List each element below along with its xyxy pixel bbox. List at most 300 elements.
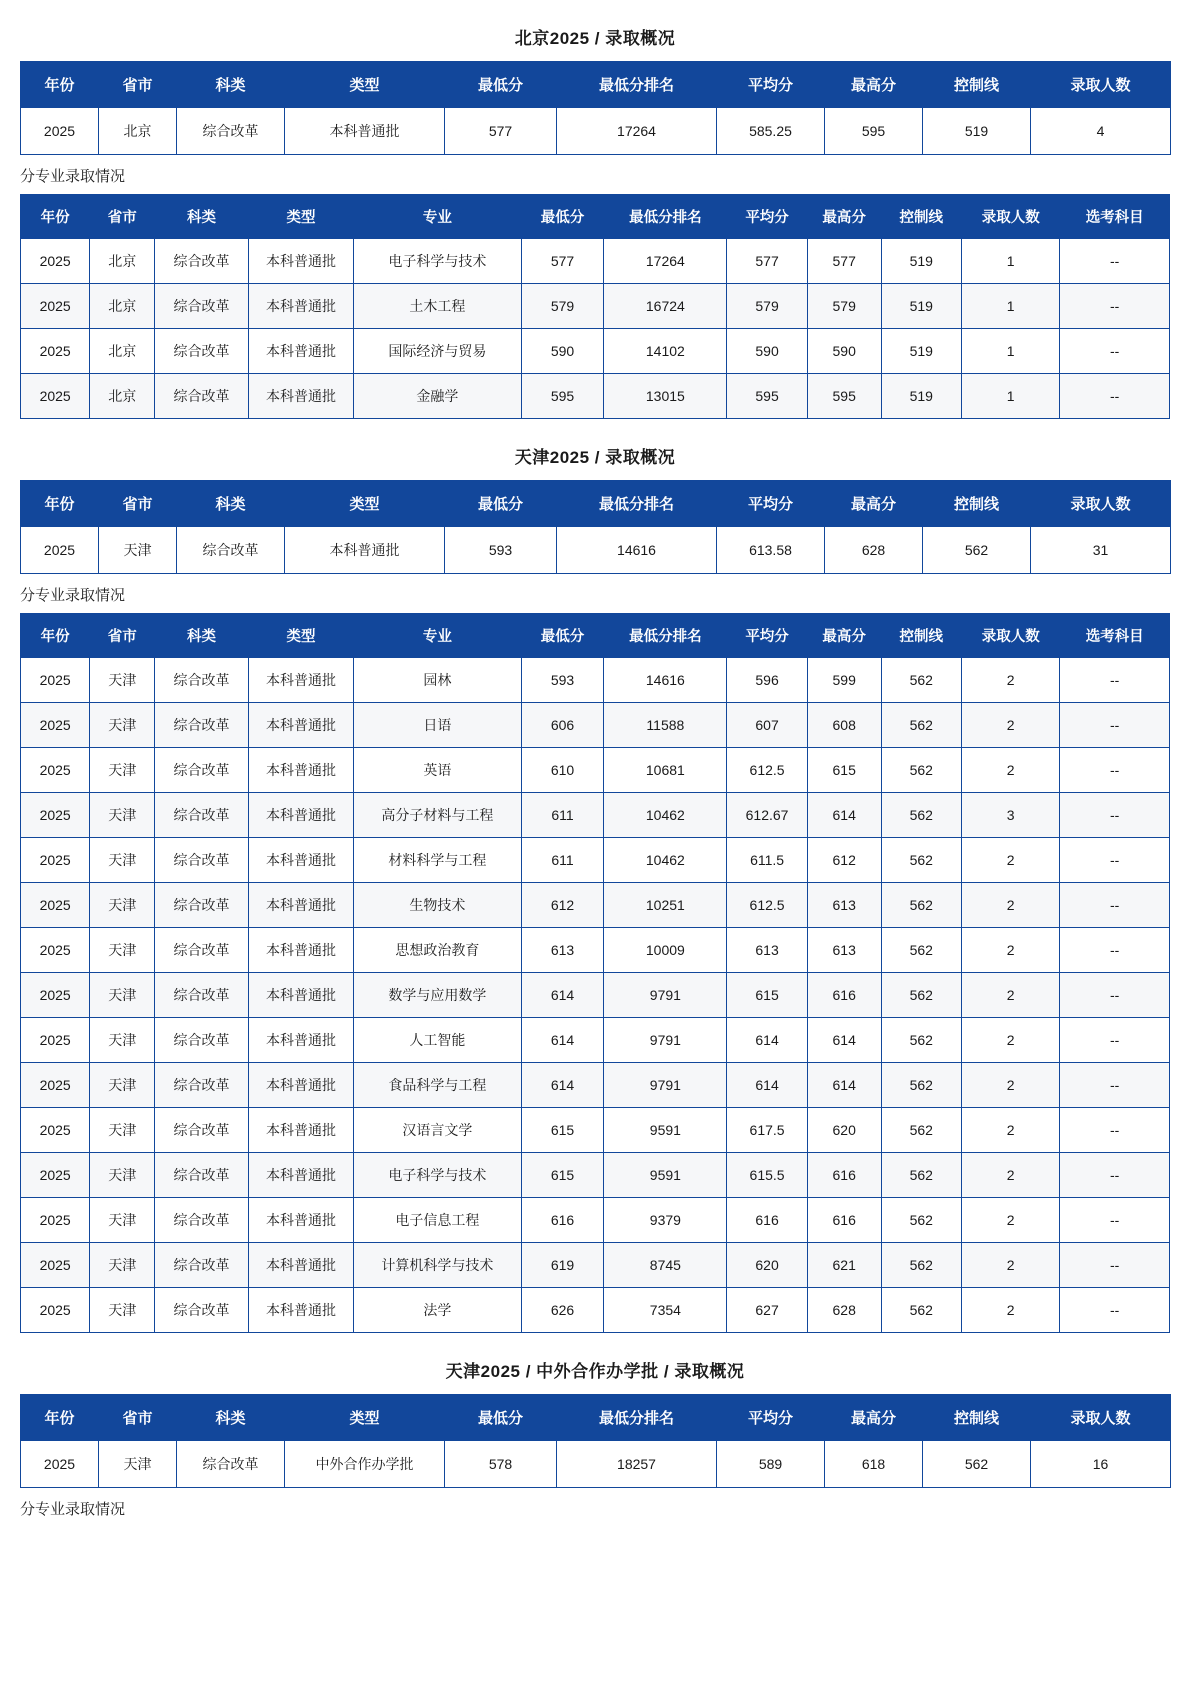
table-cell: 595 xyxy=(807,374,881,419)
table-row xyxy=(21,1441,1171,1488)
table-cell: 10462 xyxy=(604,793,727,838)
table-cell: 14616 xyxy=(604,658,727,703)
overview-table xyxy=(20,1394,1171,1488)
table-cell: 2025 xyxy=(21,1243,90,1288)
column-header: 最低分排名 xyxy=(557,481,717,527)
table-header-row xyxy=(21,1395,1171,1441)
table-cell: 628 xyxy=(807,1288,881,1333)
column-header: 平均分 xyxy=(717,1395,825,1441)
table-cell: -- xyxy=(1060,1243,1170,1288)
table-row xyxy=(21,239,1170,284)
table-cell: 电子科学与技术 xyxy=(354,239,522,284)
table-row xyxy=(21,374,1170,419)
table-cell: 519 xyxy=(881,329,961,374)
table-cell: 本科普通批 xyxy=(285,527,445,574)
table-cell: 595 xyxy=(825,108,923,155)
column-header: 控制线 xyxy=(923,62,1031,108)
table-cell: 9791 xyxy=(604,1018,727,1063)
table-cell: 材料科学与工程 xyxy=(354,838,522,883)
table-cell: 本科普通批 xyxy=(248,284,353,329)
table-cell: 园林 xyxy=(354,658,522,703)
table-cell: 天津 xyxy=(90,883,155,928)
column-header: 平均分 xyxy=(727,614,807,658)
table-cell: 高分子材料与工程 xyxy=(354,793,522,838)
table-cell: 611.5 xyxy=(727,838,807,883)
column-header: 科类 xyxy=(177,1395,285,1441)
report-section xyxy=(0,0,1190,419)
table-cell: -- xyxy=(1060,928,1170,973)
table-row xyxy=(21,1153,1170,1198)
table-row xyxy=(21,1288,1170,1333)
table-row xyxy=(21,329,1170,374)
table-cell: 562 xyxy=(881,1108,961,1153)
table-cell: -- xyxy=(1060,374,1170,419)
column-header: 录取人数 xyxy=(962,614,1060,658)
table-cell: 519 xyxy=(881,374,961,419)
table-cell: 17264 xyxy=(557,108,717,155)
table-cell: 562 xyxy=(881,1063,961,1108)
column-header: 最低分排名 xyxy=(604,614,727,658)
table-cell: 天津 xyxy=(90,928,155,973)
table-header-row xyxy=(21,481,1171,527)
column-header: 省市 xyxy=(90,614,155,658)
table-row xyxy=(21,1243,1170,1288)
table-cell: 本科普通批 xyxy=(248,1108,353,1153)
table-cell: 562 xyxy=(881,1153,961,1198)
table-cell: 9591 xyxy=(604,1108,727,1153)
table-cell: 607 xyxy=(727,703,807,748)
table-cell: -- xyxy=(1060,973,1170,1018)
table-cell: 本科普通批 xyxy=(248,703,353,748)
table-cell: 614 xyxy=(727,1063,807,1108)
table-cell: 日语 xyxy=(354,703,522,748)
table-cell: 北京 xyxy=(90,329,155,374)
table-cell: -- xyxy=(1060,883,1170,928)
table-cell: 614 xyxy=(807,1018,881,1063)
table-cell: 627 xyxy=(727,1288,807,1333)
report-section xyxy=(0,1333,1190,1527)
table-row xyxy=(21,658,1170,703)
table-cell: 585.25 xyxy=(717,108,825,155)
column-header: 录取人数 xyxy=(962,195,1060,239)
column-header: 录取人数 xyxy=(1031,1395,1171,1441)
table-cell: 611 xyxy=(521,838,604,883)
table-cell: 593 xyxy=(445,527,557,574)
table-cell: 606 xyxy=(521,703,604,748)
table-cell: 615 xyxy=(727,973,807,1018)
table-cell: 616 xyxy=(727,1198,807,1243)
table-cell: 617.5 xyxy=(727,1108,807,1153)
table-cell: 综合改革 xyxy=(155,1108,249,1153)
column-header: 年份 xyxy=(21,481,99,527)
table-cell: 562 xyxy=(881,658,961,703)
table-cell: 1 xyxy=(962,374,1060,419)
table-cell: 2025 xyxy=(21,1288,90,1333)
table-cell: -- xyxy=(1060,838,1170,883)
table-cell: 2025 xyxy=(21,838,90,883)
table-row xyxy=(21,108,1171,155)
column-header: 最高分 xyxy=(825,62,923,108)
table-cell: -- xyxy=(1060,703,1170,748)
table-cell: 2 xyxy=(962,703,1060,748)
table-cell: 562 xyxy=(881,883,961,928)
table-cell: 612 xyxy=(521,883,604,928)
table-cell: -- xyxy=(1060,1288,1170,1333)
table-cell: 578 xyxy=(445,1441,557,1488)
table-cell: 16 xyxy=(1031,1441,1171,1488)
table-cell: 615 xyxy=(521,1108,604,1153)
column-header: 控制线 xyxy=(881,614,961,658)
table-cell: 本科普通批 xyxy=(248,1243,353,1288)
table-cell: 综合改革 xyxy=(155,793,249,838)
table-cell: -- xyxy=(1060,1153,1170,1198)
column-header: 年份 xyxy=(21,62,99,108)
table-cell: 天津 xyxy=(90,703,155,748)
table-cell: 14102 xyxy=(604,329,727,374)
table-cell: 综合改革 xyxy=(155,1288,249,1333)
table-cell: 2025 xyxy=(21,108,99,155)
table-row xyxy=(21,1018,1170,1063)
column-header: 科类 xyxy=(177,62,285,108)
table-cell: 620 xyxy=(807,1108,881,1153)
table-row xyxy=(21,1063,1170,1108)
column-header: 最高分 xyxy=(807,195,881,239)
table-cell: 本科普通批 xyxy=(248,883,353,928)
table-cell: 汉语言文学 xyxy=(354,1108,522,1153)
table-cell: 2 xyxy=(962,1108,1060,1153)
table-cell: 北京 xyxy=(90,374,155,419)
table-cell: 本科普通批 xyxy=(248,329,353,374)
table-cell: 9379 xyxy=(604,1198,727,1243)
table-cell: 本科普通批 xyxy=(248,928,353,973)
table-cell: 综合改革 xyxy=(155,374,249,419)
table-cell: 519 xyxy=(881,239,961,284)
table-cell: 614 xyxy=(521,1063,604,1108)
table-cell: 综合改革 xyxy=(155,1018,249,1063)
table-cell: 本科普通批 xyxy=(248,1198,353,1243)
table-cell: 综合改革 xyxy=(155,1063,249,1108)
table-cell: 17264 xyxy=(604,239,727,284)
table-cell: 2025 xyxy=(21,329,90,374)
table-cell: 北京 xyxy=(90,239,155,284)
column-header: 科类 xyxy=(155,195,249,239)
column-header: 录取人数 xyxy=(1031,481,1171,527)
column-header: 平均分 xyxy=(717,62,825,108)
table-cell: 2 xyxy=(962,973,1060,1018)
table-cell: 2 xyxy=(962,658,1060,703)
table-cell: 613 xyxy=(807,883,881,928)
table-cell: 595 xyxy=(727,374,807,419)
table-cell: 612.67 xyxy=(727,793,807,838)
column-header: 最低分 xyxy=(521,614,604,658)
table-cell: 10009 xyxy=(604,928,727,973)
column-header: 最高分 xyxy=(807,614,881,658)
table-cell: 621 xyxy=(807,1243,881,1288)
major-table xyxy=(20,194,1170,419)
table-cell: 本科普通批 xyxy=(248,374,353,419)
table-cell: 613 xyxy=(807,928,881,973)
overview-table xyxy=(20,480,1171,574)
table-cell: 天津 xyxy=(90,658,155,703)
table-cell: 天津 xyxy=(90,748,155,793)
table-row xyxy=(21,883,1170,928)
table-cell: 综合改革 xyxy=(155,703,249,748)
table-cell: -- xyxy=(1060,793,1170,838)
table-cell: 9591 xyxy=(604,1153,727,1198)
table-cell: 7354 xyxy=(604,1288,727,1333)
table-header-row xyxy=(21,62,1171,108)
table-cell: 2025 xyxy=(21,928,90,973)
table-cell: 本科普通批 xyxy=(248,973,353,1018)
column-header: 最低分 xyxy=(445,62,557,108)
table-cell: -- xyxy=(1060,239,1170,284)
column-header: 最高分 xyxy=(825,1395,923,1441)
table-cell: 590 xyxy=(521,329,604,374)
table-row xyxy=(21,703,1170,748)
table-cell: 562 xyxy=(923,527,1031,574)
table-cell: 人工智能 xyxy=(354,1018,522,1063)
table-cell: 计算机科学与技术 xyxy=(354,1243,522,1288)
table-cell: 本科普通批 xyxy=(285,108,445,155)
table-cell: 8745 xyxy=(604,1243,727,1288)
table-cell: 577 xyxy=(445,108,557,155)
table-cell: 综合改革 xyxy=(155,883,249,928)
table-cell: 9791 xyxy=(604,1063,727,1108)
column-header: 省市 xyxy=(99,1395,177,1441)
table-cell: 2 xyxy=(962,928,1060,973)
major-breakdown-label: 分专业录取情况 xyxy=(20,1501,126,1518)
table-cell: 615.5 xyxy=(727,1153,807,1198)
table-cell: 614 xyxy=(521,973,604,1018)
table-cell: 1 xyxy=(962,329,1060,374)
table-cell: 616 xyxy=(807,1153,881,1198)
table-cell: 天津 xyxy=(99,527,177,574)
table-cell: 生物技术 xyxy=(354,883,522,928)
column-header: 专业 xyxy=(354,195,522,239)
column-header: 类型 xyxy=(285,481,445,527)
table-cell: -- xyxy=(1060,1018,1170,1063)
table-cell: 2 xyxy=(962,748,1060,793)
column-header: 类型 xyxy=(285,62,445,108)
table-cell: 577 xyxy=(521,239,604,284)
table-cell: 577 xyxy=(727,239,807,284)
table-row xyxy=(21,1108,1170,1153)
table-cell: 596 xyxy=(727,658,807,703)
table-cell: 614 xyxy=(521,1018,604,1063)
table-cell: 579 xyxy=(807,284,881,329)
table-cell: 2025 xyxy=(21,973,90,1018)
table-cell: 626 xyxy=(521,1288,604,1333)
column-header: 最高分 xyxy=(825,481,923,527)
table-row xyxy=(21,928,1170,973)
table-cell: 综合改革 xyxy=(155,284,249,329)
table-cell: 天津 xyxy=(90,793,155,838)
column-header: 省市 xyxy=(99,481,177,527)
column-header: 平均分 xyxy=(727,195,807,239)
table-cell: 616 xyxy=(807,973,881,1018)
column-header: 选考科目 xyxy=(1060,195,1170,239)
table-cell: 中外合作办学批 xyxy=(285,1441,445,1488)
table-cell: 本科普通批 xyxy=(248,838,353,883)
table-cell: 综合改革 xyxy=(177,527,285,574)
table-cell: 593 xyxy=(521,658,604,703)
table-cell: 612 xyxy=(807,838,881,883)
table-cell: 本科普通批 xyxy=(248,1288,353,1333)
column-header: 类型 xyxy=(248,614,353,658)
table-cell: 2025 xyxy=(21,1108,90,1153)
table-cell: 2 xyxy=(962,1243,1060,1288)
table-cell: 综合改革 xyxy=(155,748,249,793)
table-cell: 2025 xyxy=(21,284,90,329)
table-cell: 土木工程 xyxy=(354,284,522,329)
table-cell: 11588 xyxy=(604,703,727,748)
table-cell: 电子科学与技术 xyxy=(354,1153,522,1198)
table-cell: 616 xyxy=(521,1198,604,1243)
table-cell: 3 xyxy=(962,793,1060,838)
table-cell: 613 xyxy=(727,928,807,973)
table-cell: 天津 xyxy=(99,1441,177,1488)
table-cell: 619 xyxy=(521,1243,604,1288)
column-header: 最低分 xyxy=(445,1395,557,1441)
table-cell: 1 xyxy=(962,284,1060,329)
table-cell: 天津 xyxy=(90,973,155,1018)
table-cell: 法学 xyxy=(354,1288,522,1333)
table-cell: 本科普通批 xyxy=(248,239,353,284)
table-row xyxy=(21,284,1170,329)
table-cell: 31 xyxy=(1031,527,1171,574)
table-row xyxy=(21,973,1170,1018)
table-cell: 2025 xyxy=(21,239,90,284)
table-cell: 天津 xyxy=(90,1198,155,1243)
table-cell: 9791 xyxy=(604,973,727,1018)
table-cell: 综合改革 xyxy=(177,108,285,155)
table-row xyxy=(21,748,1170,793)
table-cell: 13015 xyxy=(604,374,727,419)
table-cell: 2025 xyxy=(21,658,90,703)
table-cell: 2025 xyxy=(21,703,90,748)
column-header: 省市 xyxy=(99,62,177,108)
table-cell: 562 xyxy=(881,838,961,883)
column-header: 年份 xyxy=(21,1395,99,1441)
table-cell: 2 xyxy=(962,1063,1060,1108)
table-cell: 577 xyxy=(807,239,881,284)
table-cell: 562 xyxy=(881,793,961,838)
table-cell: 综合改革 xyxy=(177,1441,285,1488)
table-cell: 综合改革 xyxy=(155,928,249,973)
table-row xyxy=(21,527,1171,574)
table-cell: 18257 xyxy=(557,1441,717,1488)
table-cell: 英语 xyxy=(354,748,522,793)
section-title: 天津2025 / 录取概况 xyxy=(514,448,676,467)
table-cell: 10462 xyxy=(604,838,727,883)
table-header-row xyxy=(21,614,1170,658)
table-row xyxy=(21,793,1170,838)
table-cell: 2 xyxy=(962,1153,1060,1198)
table-cell: 2025 xyxy=(21,1441,99,1488)
column-header: 最低分 xyxy=(521,195,604,239)
table-cell: 590 xyxy=(727,329,807,374)
column-header: 录取人数 xyxy=(1031,62,1171,108)
table-cell: 综合改革 xyxy=(155,1198,249,1243)
column-header: 专业 xyxy=(354,614,522,658)
table-cell: 611 xyxy=(521,793,604,838)
table-cell: 562 xyxy=(881,748,961,793)
table-cell: 590 xyxy=(807,329,881,374)
table-cell: 金融学 xyxy=(354,374,522,419)
column-header: 最低分排名 xyxy=(557,1395,717,1441)
table-cell: 2025 xyxy=(21,374,90,419)
table-cell: 614 xyxy=(807,1063,881,1108)
column-header: 省市 xyxy=(90,195,155,239)
table-cell: 天津 xyxy=(90,1153,155,1198)
table-cell: 国际经济与贸易 xyxy=(354,329,522,374)
column-header: 最低分排名 xyxy=(557,62,717,108)
table-cell: 2 xyxy=(962,1198,1060,1243)
table-cell: 519 xyxy=(923,108,1031,155)
column-header: 类型 xyxy=(248,195,353,239)
bottom-spacer xyxy=(0,1527,1190,1557)
table-cell: 天津 xyxy=(90,1288,155,1333)
table-cell: -- xyxy=(1060,1198,1170,1243)
table-cell: 614 xyxy=(807,793,881,838)
table-cell: -- xyxy=(1060,658,1170,703)
table-cell: 4 xyxy=(1031,108,1171,155)
major-table xyxy=(20,613,1170,1333)
table-cell: 综合改革 xyxy=(155,973,249,1018)
table-cell: 562 xyxy=(923,1441,1031,1488)
table-cell: 612.5 xyxy=(727,883,807,928)
column-header: 年份 xyxy=(21,614,90,658)
column-header: 最低分排名 xyxy=(604,195,727,239)
table-cell: 610 xyxy=(521,748,604,793)
table-cell: 10681 xyxy=(604,748,727,793)
section-title: 天津2025 / 中外合作办学批 / 录取概况 xyxy=(445,1362,745,1381)
table-cell: 589 xyxy=(717,1441,825,1488)
table-cell: -- xyxy=(1060,1108,1170,1153)
table-cell: 2025 xyxy=(21,748,90,793)
table-cell: 北京 xyxy=(90,284,155,329)
table-cell: 2025 xyxy=(21,1153,90,1198)
report-section xyxy=(0,419,1190,1333)
table-cell: 579 xyxy=(521,284,604,329)
table-cell: 2 xyxy=(962,1288,1060,1333)
table-cell: 562 xyxy=(881,703,961,748)
table-cell: 食品科学与工程 xyxy=(354,1063,522,1108)
column-header: 选考科目 xyxy=(1060,614,1170,658)
overview-table xyxy=(20,61,1171,155)
table-cell: 519 xyxy=(881,284,961,329)
table-cell: 综合改革 xyxy=(155,1153,249,1198)
table-cell: 615 xyxy=(807,748,881,793)
table-cell: -- xyxy=(1060,748,1170,793)
table-cell: 天津 xyxy=(90,838,155,883)
table-cell: 10251 xyxy=(604,883,727,928)
table-cell: 615 xyxy=(521,1153,604,1198)
table-cell: 628 xyxy=(825,527,923,574)
table-cell: 2025 xyxy=(21,793,90,838)
table-cell: -- xyxy=(1060,329,1170,374)
column-header: 控制线 xyxy=(923,1395,1031,1441)
column-header: 控制线 xyxy=(923,481,1031,527)
table-cell: 北京 xyxy=(99,108,177,155)
table-cell: 本科普通批 xyxy=(248,1018,353,1063)
major-breakdown-label: 分专业录取情况 xyxy=(20,168,126,185)
table-cell: 2025 xyxy=(21,527,99,574)
table-cell: 14616 xyxy=(557,527,717,574)
table-cell: 608 xyxy=(807,703,881,748)
table-cell: 2 xyxy=(962,883,1060,928)
table-cell: 电子信息工程 xyxy=(354,1198,522,1243)
